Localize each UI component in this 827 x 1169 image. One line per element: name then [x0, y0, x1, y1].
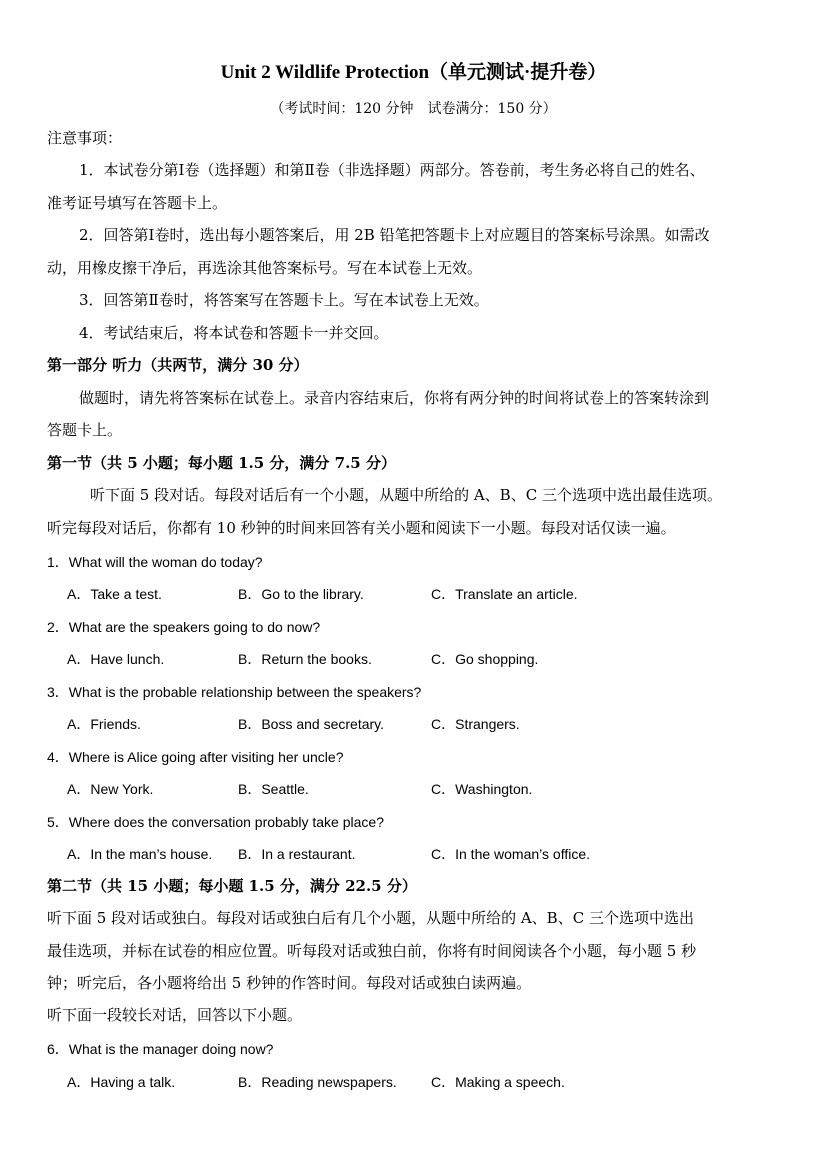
question-text: 5．Where does the conversation probably take place? [47, 814, 384, 830]
exam-info: （考试时间：120 分钟 试卷满分：150 分） [270, 101, 557, 117]
page-title: Unit 2 Wildlife Protection（单元测试·提升卷） [220, 62, 607, 83]
note-line: 3．回答第Ⅱ卷时，将答案写在答题卡上。写在本试卷上无效。 [79, 291, 489, 309]
part1-intro-line: 做题时，请先将答案标在试卷上。录音内容结束后，你将有两分钟的时间将试卷上的答案转涂到 [79, 389, 710, 407]
question-text: 4．Where is Alice going after visiting her uncle? [47, 749, 344, 765]
option-c: C．Strangers. [431, 716, 520, 732]
note-line: 4．考试结束后，将本试卷和答题卡一并交回。 [79, 324, 389, 342]
option-c: C．Making a speech. [431, 1074, 565, 1090]
section2-heading: 第二节（共 15 小题；每小题 1.5 分，满分 22.5 分） [47, 877, 417, 895]
option-b: B．Go to the library. [238, 586, 364, 602]
question-text: 2．What are the speakers going to do now? [47, 619, 321, 635]
section1-intro-line: 听下面 5 段对话。每段对话后有一个小题，从题中所给的 A、B、C 三个选项中选出最佳选项。 [90, 486, 722, 504]
section2-intro-line: 钟；听完后，各小题将给出 5 秒钟的作答时间。每段对话或独白读两遍。 [47, 974, 532, 992]
option-a: A．New York. [67, 781, 154, 797]
section2-intro-line: 最佳选项，并标在试卷的相应位置。听每段对话或独白前，你将有时间阅读各个小题，每小题 5 秒 [47, 942, 697, 960]
question-text: 3．What is the probable relationship between the speakers? [47, 684, 422, 700]
option-a: A．Have lunch. [67, 651, 165, 667]
section2-intro-line: 听下面一段较长对话，回答以下小题。 [47, 1006, 303, 1024]
option-a: A．Having a talk. [67, 1074, 176, 1090]
question-text: 1．What will the woman do today? [47, 554, 263, 570]
option-c: C．Go shopping. [431, 651, 539, 667]
option-b: B．Boss and secretary. [238, 716, 385, 732]
option-a: A．Take a test. [67, 586, 162, 602]
section1-intro-line: 听完每段对话后，你都有 10 秒钟的时间来回答有关小题和阅读下一小题。每段对话仅读一遍。 [47, 519, 676, 537]
option-a: A．In the man’s house. [67, 846, 213, 862]
question-text: 6．What is the manager doing now? [47, 1041, 274, 1057]
option-b: B．Seattle. [238, 781, 309, 797]
option-a: A．Friends. [67, 716, 141, 732]
part1-heading: 第一部分 听力（共两节，满分 30 分） [47, 356, 309, 374]
section1-heading: 第一节（共 5 小题；每小题 1.5 分，满分 7.5 分） [47, 454, 396, 472]
option-b: B．In a restaurant. [238, 846, 356, 862]
note-line: 1．本试卷分第Ⅰ卷（选择题）和第Ⅱ卷（非选择题）两部分。答卷前，考生务必将自己的姓名、 [79, 161, 705, 179]
option-c: C．In the woman’s office. [431, 846, 591, 862]
option-c: C．Washington. [431, 781, 533, 797]
notes-heading: 注意事项： [47, 129, 123, 147]
part1-intro-line: 答题卡上。 [47, 421, 123, 439]
note-line: 准考证号填写在答题卡上。 [47, 194, 228, 212]
note-line: 2．回答第Ⅰ卷时，选出每小题答案后，用 2B 铅笔把答题卡上对应题目的答案标号涂黑。如需改 [79, 226, 710, 244]
option-b: B．Reading newspapers. [238, 1074, 397, 1090]
option-c: C．Translate an article. [431, 586, 578, 602]
note-line: 动，用橡皮擦干净后，再选涂其他答案标号。写在本试卷上无效。 [47, 259, 483, 277]
option-b: B．Return the books. [238, 651, 372, 667]
section2-intro-line: 听下面 5 段对话或独白。每段对话或独白后有几个小题，从题中所给的 A、B、C 三个选项中选出 [47, 909, 694, 927]
